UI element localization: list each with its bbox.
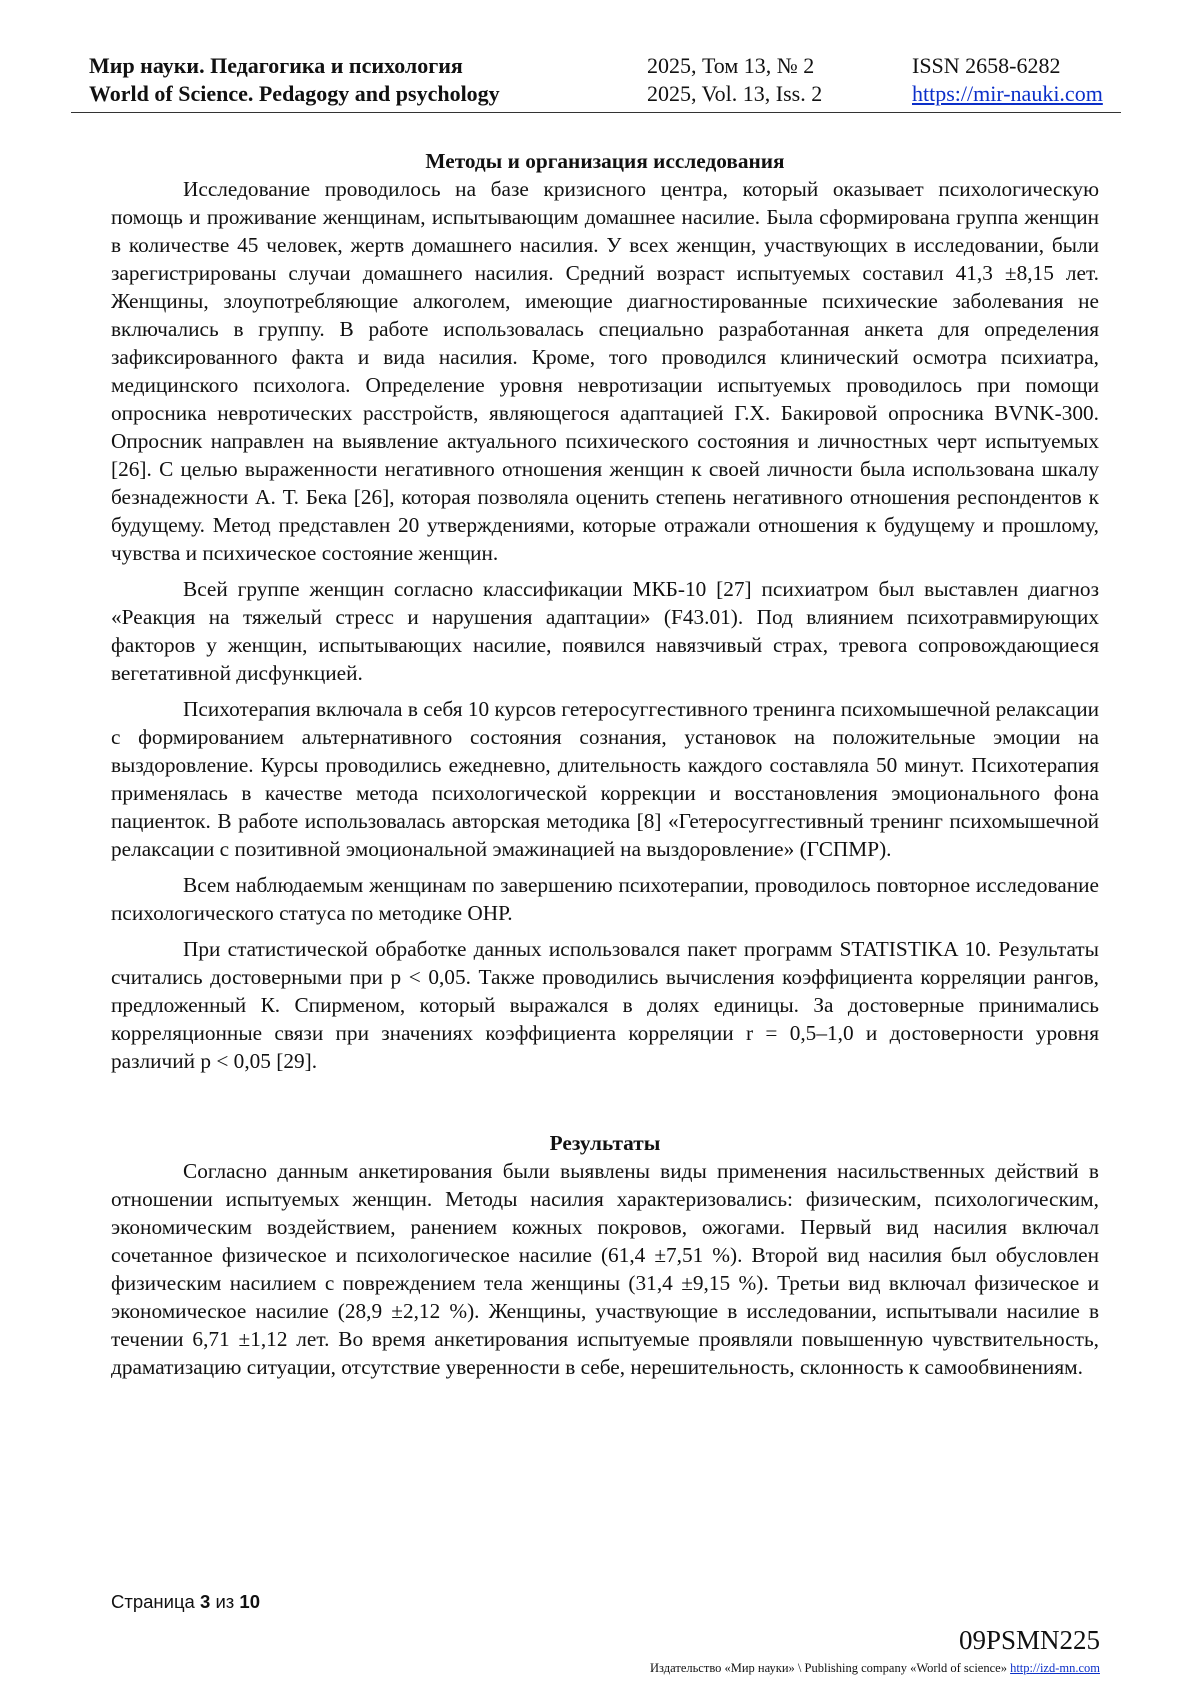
journal-header: [89, 52, 1121, 110]
paragraph: При статистической обработке данных использовался пакет программ STATISTIKA 10. Результаты считались достоверными при p < 0,05. Также проводились вычисления коэффициента корреляции рангов, предложенный К. Спирменом, который выражался в долях единицы. За достоверные принимались корреляционные связи при значениях коэффициента корреляции r = 0,5–1,0 и достоверности уровня различий p < 0,05 [29].: [111, 937, 1099, 1073]
article-code: 09PSMN225: [958, 1625, 1100, 1655]
page-number: [111, 1590, 260, 1614]
page-total: 10: [239, 1591, 260, 1612]
journal-title-ru: Мир науки. Педагогика и психология: [89, 53, 463, 78]
paragraph: Исследование проводилось на базе кризисного центра, который оказывает психологическую помощь и проживание женщинам, испытывающим домашнее насилие. Была сформирована группа женщин в количестве 45 человек, жертв домашнего насилия. У всех женщин, участвующих в исследовании, были зарегистрированы случаи домашнего насилия. Средний возраст испытуемых составил 41,3 ±8,15 лет. Женщины, злоупотребляющие алкоголем, имеющие диагностированные психические заболевания не включались в группу. В работе использовалась специально разработанная анкета для определения зафиксированного факта и вида насилия. Кроме, того проводился клинический осмотра психиатра, медицинского психолога. Определение уровня невротизации испытуемых проводилось при помощи опросника невротических расстройств, являющегося адаптацией Г.Х. Бакировой опросника BVNK-300. Опросник направлен на выявление актуального психического состояния и личностных черт испытуемых [26]. С целью выраженности негативного отношения женщин к своей личности была использована шкалу безнадежности А. Т. Бека [26], которая позволяла оценить степень негативного отношения респондентов к будущему. Метод представлен 20 утверждениями, которые отражали отношения к будущему и прошлому, чувства и психическое состояние женщин.: [111, 177, 1099, 565]
publisher-url-link[interactable]: http://izd-mn.com: [1010, 1661, 1100, 1675]
paragraph-spacer: [111, 863, 1099, 871]
publisher-line: [650, 1660, 1100, 1676]
volume-en: 2025, Vol. 13, Iss. 2: [647, 81, 823, 106]
journal-title-en: World of Science. Pedagogy and psychology: [89, 81, 500, 106]
section-spacer: [111, 1075, 1099, 1129]
paragraph: Психотерапия включала в себя 10 курсов гетеросуггестивного тренинга психомышечной релаксации с формированием альтернативного состояния сознания, установок на положительные эмоции на выздоровление. Курсы проводились ежедневно, длительность каждого составляла 50 минут. Психотерапия применялась в качестве метода психологической коррекции и восстановления эмоционального фона пациенток. В работе использовалась авторская методика [8] «Гетеросуггестивный тренинг психомышечной релаксации с позитивной эмоциональной эмажинацией на выздоровление» (ГСПМР).: [111, 697, 1099, 861]
section-heading-results: Результаты: [549, 1131, 661, 1155]
header-line-ru: [89, 52, 1121, 80]
page-of-word: из: [215, 1591, 235, 1612]
journal-url-link[interactable]: https://mir-nauki.com: [912, 81, 1103, 106]
section-heading-methods: Методы и организация исследования: [425, 149, 785, 173]
paragraph-spacer: [111, 567, 1099, 575]
article-body: [111, 147, 1099, 1381]
page-current: 3: [200, 1591, 211, 1612]
page-word: Страница: [111, 1591, 195, 1612]
volume-ru: 2025, Том 13, № 2: [647, 53, 815, 78]
publisher-text: Издательство «Мир науки» \ Publishing company «World of science»: [650, 1661, 1007, 1675]
header-divider: [71, 112, 1121, 113]
paragraph-spacer: [111, 687, 1099, 695]
paragraph-spacer: [111, 927, 1099, 935]
paragraph: Согласно данным анкетирования были выявлены виды применения насильственных действий в отношении испытуемых женщин. Методы насилия характеризовались: физическим, психологическим, экономическим воздействием, ранением кожных покровов, ожогами. Первый вид насилия включал сочетанное физическое и психологическое насилие (61,4 ±7,51 %). Второй вид насилия был обусловлен физическим насилием с повреждением тела женщины (31,4 ±9,15 %). Третьи вид включал физическое и экономическое насилие (28,9 ±2,12 %). Женщины, участвующие в исследовании, испытывали насилие в течении 6,71 ±1,12 лет. Во время анкетирования испытуемые проявляли повышенную чувствительность, драматизацию ситуации, отсутствие уверенности в себе, нерешительность, склонность к самообвинениям.: [111, 1159, 1099, 1379]
issn: ISSN 2658-6282: [912, 53, 1061, 78]
paragraph: Всей группе женщин согласно классификации МКБ-10 [27] психиатром был выставлен диагноз «Реакция на тяжелый стресс и нарушения адаптации» (F43.01). Под влиянием психотравмирующих факторов у женщин, испытывающих насилие, появился навязчивый страх, тревога сопровождающиеся вегетативной дисфункцией.: [111, 577, 1099, 685]
header-line-en: [89, 80, 1121, 108]
paragraph: Всем наблюдаемым женщинам по завершению психотерапии, проводилось повторное исследование психологического статуса по методике ОНР.: [111, 873, 1099, 925]
